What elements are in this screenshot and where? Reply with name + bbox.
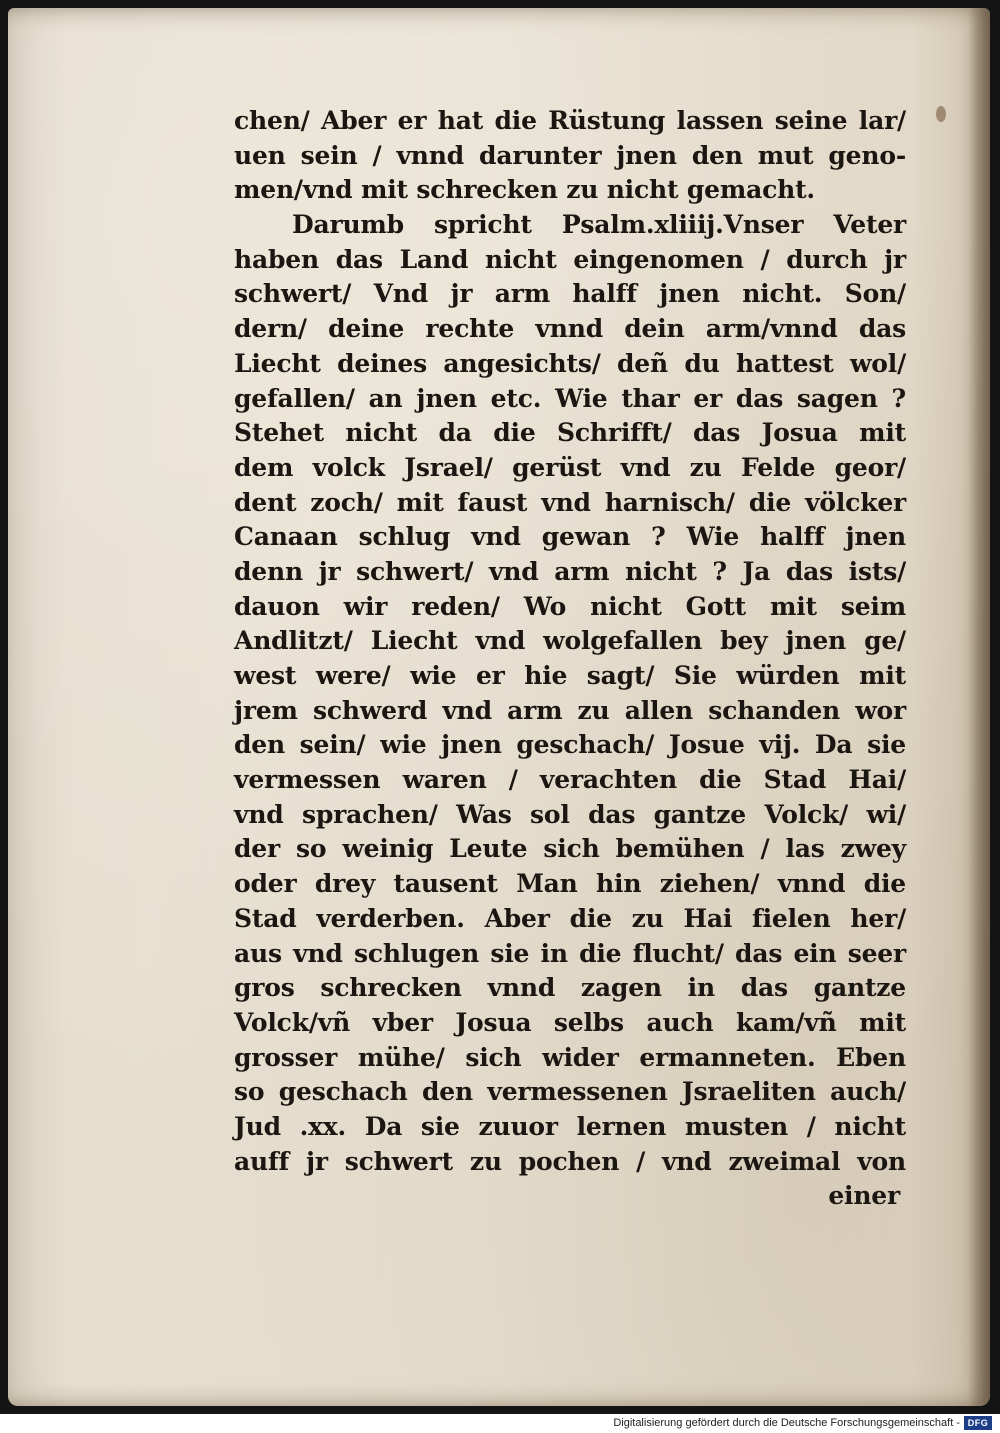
- text-line: chen/ Aber er hat die Rüstung lassen seine lar/: [234, 106, 906, 135]
- footer-bar: [0, 1414, 1000, 1433]
- text-line: dern/ deine rechte vnnd dein arm/vnnd das: [234, 314, 906, 344]
- text-line: gros schrecken vnnd zagen in das gantze: [234, 973, 906, 1003]
- text-line: so geschach den vermessenen Jsraeliten auch/: [234, 1077, 906, 1107]
- text-line: auff jr schwert zu pochen / vnd zweimal von: [234, 1146, 906, 1176]
- text-line: gefallen/ an jnen etc. Wie thar er das sagen ?: [234, 383, 906, 413]
- text-line: schwert/ Vnd jr arm halff jnen nicht. Son/: [234, 279, 906, 309]
- text-line: der so weinig Leute sich bemühen / las zwey: [234, 834, 906, 864]
- text-line: vnd sprachen/ Was sol das gantze Volck/ wi/: [234, 799, 906, 829]
- funding-credit: Digitalisierung gefördert durch die Deutsche Forschungsgemeinschaft -: [613, 1417, 960, 1429]
- text-line: jrem schwerd vnd arm zu allen schanden wor: [234, 695, 906, 725]
- text-line: denn jr schwert/ vnd arm nicht ? Ja das ists/: [234, 556, 906, 586]
- text-line: grosser mühe/ sich wider ermanneten. Eben: [234, 1042, 906, 1072]
- dfg-logo[interactable]: DFG: [964, 1416, 992, 1430]
- text-line: dent zoch/ mit faust vnd harnisch/ die völcker: [234, 487, 906, 517]
- text-line: Canaan schlug vnd gewan ? Wie halff jnen: [234, 522, 906, 552]
- text-line: Darumb spricht Psalm.xliiij.Vnser Veter: [292, 210, 906, 240]
- text-line: dem volck Jsrael/ gerüst vnd zu Felde geor/: [234, 452, 906, 482]
- text-line: Jud .xx. Da sie zuuor lernen musten / nicht: [234, 1111, 906, 1141]
- text-line: west were/ wie er hie sagt/ Sie würden mit: [234, 661, 906, 690]
- text-line: oder drey tausent Man hin ziehen/ vnnd die: [234, 869, 906, 899]
- text-line: vermessen waren / verachten die Stad Hai/: [234, 765, 906, 795]
- text-line: Volck/vñ vber Josua selbs auch kam/vñ mit: [234, 1007, 906, 1037]
- text-line: uen sein / vnnd darunter jnen den mut geno-: [234, 140, 906, 170]
- text-line: aus vnd schlugen sie in die flucht/ das ein seer: [234, 938, 906, 968]
- text-line: Liecht deines angesichts/ deñ du hattest wol/: [234, 348, 906, 378]
- text-line: Andlitzt/ Liecht vnd wolgefallen bey jnen ge/: [234, 626, 906, 656]
- page-edge-shadow: [968, 8, 990, 1406]
- ink-stain: [936, 106, 946, 122]
- page-text-block: [234, 104, 906, 1214]
- text-line: Stad verderben. Aber die zu Hai fielen her/: [234, 903, 906, 933]
- text-line: dauon wir reden/ Wo nicht Gott mit seim: [234, 591, 906, 621]
- text-line: Stehet nicht da die Schrifft/ das Josua mit: [234, 418, 906, 448]
- text-line: den sein/ wie jnen geschach/ Josue vij. Da sie: [234, 730, 906, 760]
- text-line: men/vnd mit schrecken zu nicht gemacht.: [234, 175, 815, 205]
- catchword: einer: [828, 1181, 900, 1211]
- text-line: haben das Land nicht eingenomen / durch jr: [234, 244, 906, 274]
- book-page: [8, 8, 990, 1406]
